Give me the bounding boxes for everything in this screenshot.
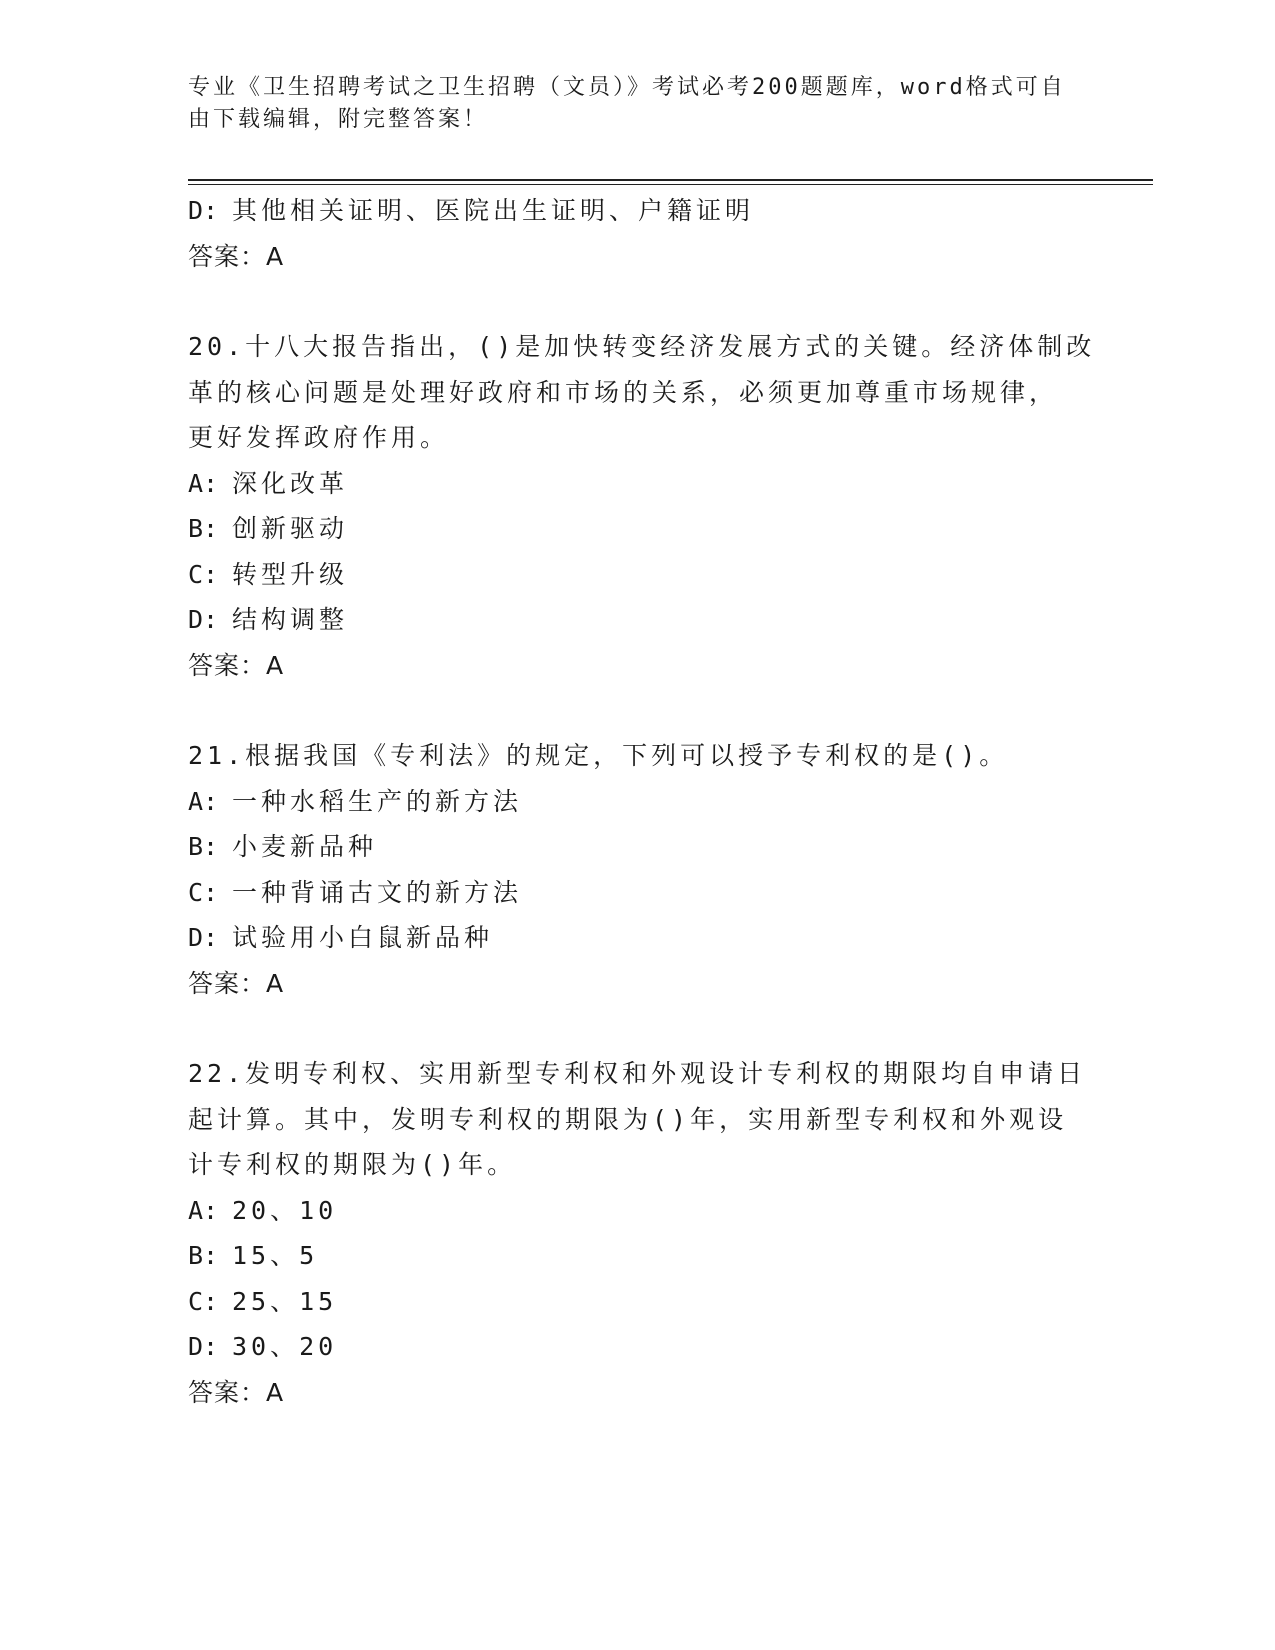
option-label: A: (188, 468, 219, 498)
option-text: 创新驱动 (232, 514, 349, 543)
option-label: B: (188, 832, 219, 861)
option-a (188, 1188, 1088, 1234)
question-stem-line: 更好发挥政府作用。 (188, 423, 450, 452)
answer: 答案：A (188, 1377, 285, 1407)
option-label: D: (188, 196, 219, 225)
option-c (188, 1279, 1088, 1325)
option-text: 深化改革 (232, 468, 349, 498)
option-label: D: (188, 1332, 219, 1361)
option-text: 其他相关证明、医院出生证明、户籍证明 (232, 196, 755, 225)
question-stem-line: 计专利权的期限为()年。 (188, 1150, 517, 1179)
option-text: 20、10 (232, 1195, 338, 1225)
option-label: C: (188, 1286, 219, 1316)
spacer (188, 279, 1088, 324)
option-text: 结构调整 (232, 605, 349, 634)
option-c (188, 870, 1088, 916)
option-a (188, 779, 1088, 825)
option-d (188, 597, 1088, 643)
option-label: C: (188, 877, 219, 907)
question-stem-line: 22.发明专利权、实用新型专利权和外观设计专利权的期限均自申请日 (188, 1059, 1087, 1088)
question-stem-line: 革的核心问题是处理好政府和市场的关系，必须更加尊重市场规律， (188, 377, 1059, 407)
prev-answer: 答案：A (188, 241, 285, 271)
question-stem-line: 起计算。其中，发明专利权的期限为()年，实用新型专利权和外观设 (188, 1104, 1068, 1134)
option-b (188, 1233, 1088, 1279)
option-b (188, 506, 1088, 552)
option-label: B: (188, 1241, 219, 1270)
option-label: D: (188, 605, 219, 634)
option-c (188, 552, 1088, 598)
option-label: A: (188, 786, 219, 816)
option-text: 25、15 (232, 1286, 338, 1316)
question-stem-line: 20.十八大报告指出，()是加快转变经济发展方式的关键。经济体制改 (188, 332, 1096, 361)
option-b (188, 824, 1088, 870)
option-text: 15、5 (232, 1241, 319, 1270)
answer: 答案：A (188, 968, 285, 998)
question-list (188, 188, 1096, 1415)
question-20 (188, 324, 1096, 688)
option-text: 小麦新品种 (232, 832, 378, 861)
question-21 (188, 733, 1088, 1006)
spacer (188, 1006, 1088, 1051)
option-label: C: (188, 559, 219, 589)
option-text: 一种水稻生产的新方法 (232, 786, 523, 816)
header-divider-thin (188, 184, 1153, 185)
document-header (188, 72, 1068, 136)
option-text: 一种背诵古文的新方法 (232, 877, 523, 907)
header-divider-thick (188, 179, 1153, 181)
question-22 (188, 1051, 1088, 1415)
option-a (188, 461, 1088, 507)
prev-option-d (188, 188, 1088, 234)
option-text: 试验用小白鼠新品种 (232, 923, 494, 952)
option-d (188, 915, 1088, 961)
header-title-line-1: 专业《卫生招聘考试之卫生招聘（文员）》考试必考200题题库，word格式可自 (188, 75, 1066, 100)
option-text: 转型升级 (232, 559, 349, 589)
header-title-line-2: 由下载编辑，附完整答案！ (188, 107, 489, 132)
option-label: A: (188, 1195, 219, 1225)
option-d (188, 1324, 1088, 1370)
option-label: D: (188, 923, 219, 952)
option-label: B: (188, 514, 219, 543)
answer: 答案：A (188, 650, 285, 680)
question-stem-line: 21.根据我国《专利法》的规定，下列可以授予专利权的是()。 (188, 741, 1009, 770)
spacer (188, 688, 1088, 733)
option-text: 30、20 (232, 1332, 338, 1361)
